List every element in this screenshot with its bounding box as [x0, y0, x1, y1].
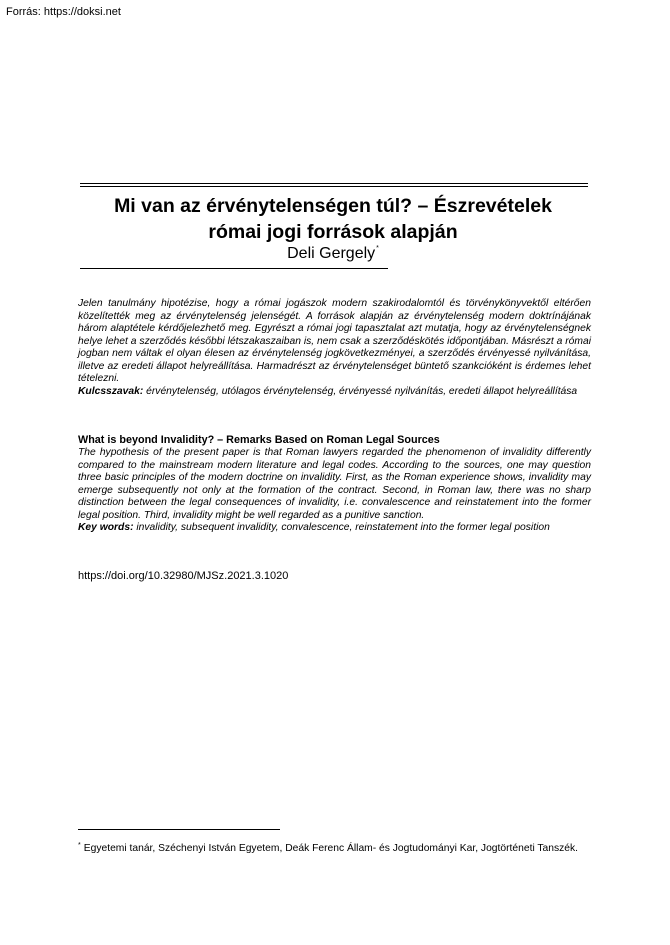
doi-link[interactable]: https://doi.org/10.32980/MJSz.2021.3.1020 [78, 570, 289, 582]
title-rule-lower [80, 186, 588, 187]
author-rule [80, 268, 388, 269]
keywords-hungarian-label: Kulcsszavak: [78, 385, 144, 397]
source-label: Forrás: https://doksi.net [6, 6, 121, 18]
keywords-hungarian-text: érvénytelenség, utólagos érvénytelenség, érvényessé nyilvánítás, eredeti állapot helyreállítása [146, 385, 578, 397]
paper-title [78, 193, 588, 245]
footnote-mark: * [78, 842, 81, 849]
footnote-rule [78, 829, 280, 830]
keywords-english [78, 522, 591, 535]
paper-title-line-1: Mi van az érvénytelenségen túl? – Észrevételek [114, 195, 552, 217]
abstract-english [78, 447, 591, 535]
author-footnote-mark: * [376, 245, 379, 252]
paper-title-line-2: római jogi források alapján [208, 221, 458, 243]
keywords-hungarian [78, 386, 591, 399]
abstract-hungarian [78, 298, 591, 398]
footnote-text: Egyetemi tanár, Széchenyi István Egyetem, Deák Ferenc Állam- és Jogtudományi Kar, Jogtörténeti Tanszék. [83, 843, 579, 854]
abstract-hungarian-text: Jelen tanulmány hipotézise, hogy a római jogászok modern szakirodalomtól és törvénykönyvektől eltérően közelítették meg az érvénytelenség jelenségét. A források alapján az érvénytelenség modern doktrínájának három alaptétele kérdőjelezhető meg. Egyrészt a római jogi tapasztalat azt mutatja, hogy az érvénytelenségnek helye lehet a szerződés későbbi létszakaszaiban is, nem csak a szerződéskötés időpontjában. Másrészt a római jogban nem váltak el olyan élesen az érvénytelenség jogkövetkezményei, a szerződés érvényessé nyilvánítása, illetve az eredeti állapot helyreállítása. Harmadrészt az érvénytelenséget büntető szankcióként is érdemes lehet tételezni. [78, 298, 591, 384]
title-rule-upper [80, 183, 588, 184]
abstract-english-text: The hypothesis of the present paper is that Roman lawyers regarded the phenomenon of invalidity differently compared to the mainstream modern literature and legal codes. According to the sources, one may question three basic principles of the modern doctrine on invalidity. First, as the Roman experience shows, invalidity may emerge subsequently not only at the formation of the contract. Second, in Roman law, there was no sharp distinction between the legal consequences of invalidity, i.e. convalescence and reinstatement into the former legal position. Third, invalidity might be well regarded as a punitive sanction. [78, 447, 591, 521]
author-name: Deli Gergely [287, 245, 376, 262]
english-title: What is beyond Invalidity? – Remarks Based on Roman Legal Sources [78, 434, 440, 446]
keywords-english-label: Key words: [78, 522, 134, 533]
footnote [78, 839, 590, 855]
keywords-english-text: invalidity, subsequent invalidity, convalescence, reinstatement into the former legal position [136, 522, 550, 533]
author [78, 245, 588, 263]
